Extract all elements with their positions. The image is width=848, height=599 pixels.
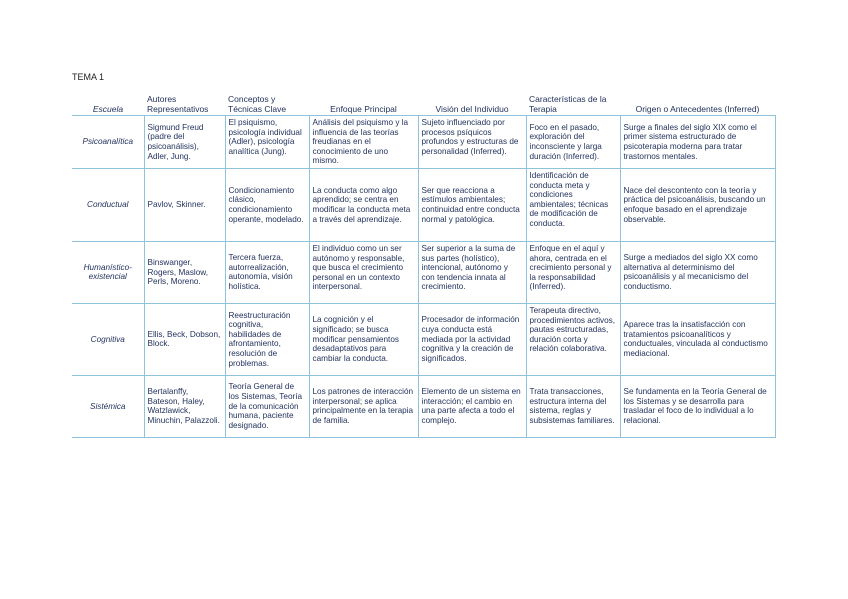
individual-view-cell: Ser que reacciona a estímulos ambientales; continuidad entre conducta normal y patológica. [418,168,526,241]
concepts-cell: El psiquismo, psicología individual (Adler), psicología analítica (Jung). [225,116,309,169]
header-individual-view: Visión del Individuo [418,92,526,116]
origin-cell: Aparece tras la insatisfacción con tratamientos psicoanalíticos y conductuales, vinculada al conductismo mediacional. [620,303,775,375]
school-cell: Humanístico-existencial [72,241,144,303]
origin-cell: Surge a mediados del siglo XX como alternativa al determinismo del psicoanálisis y al mecanicismo del conductismo. [620,241,775,303]
individual-view-cell: Procesador de información cuya conducta está mediada por la actividad cognitiva y la creación de significados. [418,303,526,375]
approach-cell: El individuo como un ser autónomo y responsable, que busca el crecimiento personal en un contexto interpersonal. [309,241,418,303]
school-cell: Psicoanalítica [72,116,144,169]
therapy-features-cell: Terapeuta directivo, procedimientos activos, pautas estructuradas, duración corta y relación colaborativa. [526,303,620,375]
table-row [72,241,775,303]
individual-view-cell: Ser superior a la suma de sus partes (holístico), intencional, autónomo y con tendencia innata al crecimiento. [418,241,526,303]
concepts-cell: Condicionamiento clásico, condicionamiento operante, modelado. [225,168,309,241]
school-cell: Cognitiva [72,303,144,375]
header-row [72,92,775,116]
therapy-features-cell: Enfoque en el aquí y ahora, centrada en el crecimiento personal y la responsabilidad (Inferred). [526,241,620,303]
therapy-features-cell: Foco en el pasado, exploración del inconsciente y larga duración (Inferred). [526,116,620,169]
approach-cell: Análisis del psiquismo y la influencia de las teorías freudianas en el conocimiento de uno mismo. [309,116,418,169]
header-therapy-features: Características de la Terapia [526,92,620,116]
header-school: Escuela [72,92,144,116]
school-cell: Conductual [72,168,144,241]
therapy-schools-table [72,92,776,438]
authors-cell: Ellis, Beck, Dobson, Block. [144,303,225,375]
approach-cell: La cognición y el significado; se busca modificar pensamientos desadaptativos para cambiar la conducta. [309,303,418,375]
authors-cell: Sigmund Freud (padre del psicoanálisis), Adler, Jung. [144,116,225,169]
authors-cell: Bertalanffy, Bateson, Haley, Watzlawick, Minuchin, Palazzoli. [144,375,225,437]
origin-cell: Nace del descontento con la teoría y práctica del psicoanálisis, buscando un enfoque basado en el aprendizaje observable. [620,168,775,241]
individual-view-cell: Sujeto influenciado por procesos psíquicos profundos y estructuras de personalidad (Inferred). [418,116,526,169]
authors-cell: Pavlov, Skinner. [144,168,225,241]
individual-view-cell: Elemento de un sistema en interacción; el cambio en una parte afecta a todo el complejo. [418,375,526,437]
origin-cell: Surge a finales del siglo XIX como el primer sistema estructurado de psicoterapia moderna para tratar trastornos mentales. [620,116,775,169]
page-title: TEMA 1 [72,72,105,82]
therapy-features-cell: Trata transacciones, estructura interna del sistema, reglas y subsistemas familiares. [526,375,620,437]
origin-cell: Se fundamenta en la Teoría General de los Sistemas y se desarrolla para trasladar el foco de lo individual a lo relacional. [620,375,775,437]
table-row [72,303,775,375]
concepts-cell: Reestructuración cognitiva, habilidades de afrontamiento, resolución de problemas. [225,303,309,375]
concepts-cell: Teoría General de los Sistemas, Teoría de la comunicación humana, paciente designado. [225,375,309,437]
table-row [72,168,775,241]
concepts-cell: Tercera fuerza, autorrealización, autonomía, visión holística. [225,241,309,303]
header-concepts: Conceptos y Técnicas Clave [225,92,309,116]
therapy-features-cell: Identificación de conducta meta y condiciones ambientales; técnicas de modificación de conducta. [526,168,620,241]
authors-cell: Binswanger, Rogers, Maslow, Perls, Moreno. [144,241,225,303]
approach-cell: Los patrones de interacción interpersonal; se aplica principalmente en la terapia de familia. [309,375,418,437]
header-approach: Enfoque Principal [309,92,418,116]
table-row [72,375,775,437]
table-row [72,116,775,169]
approach-cell: La conducta como algo aprendido; se centra en modificar la conducta meta a través del aprendizaje. [309,168,418,241]
school-cell: Sistémica [72,375,144,437]
header-authors: Autores Representativos [144,92,225,116]
header-origin: Origen o Antecedentes (Inferred) [620,92,775,116]
